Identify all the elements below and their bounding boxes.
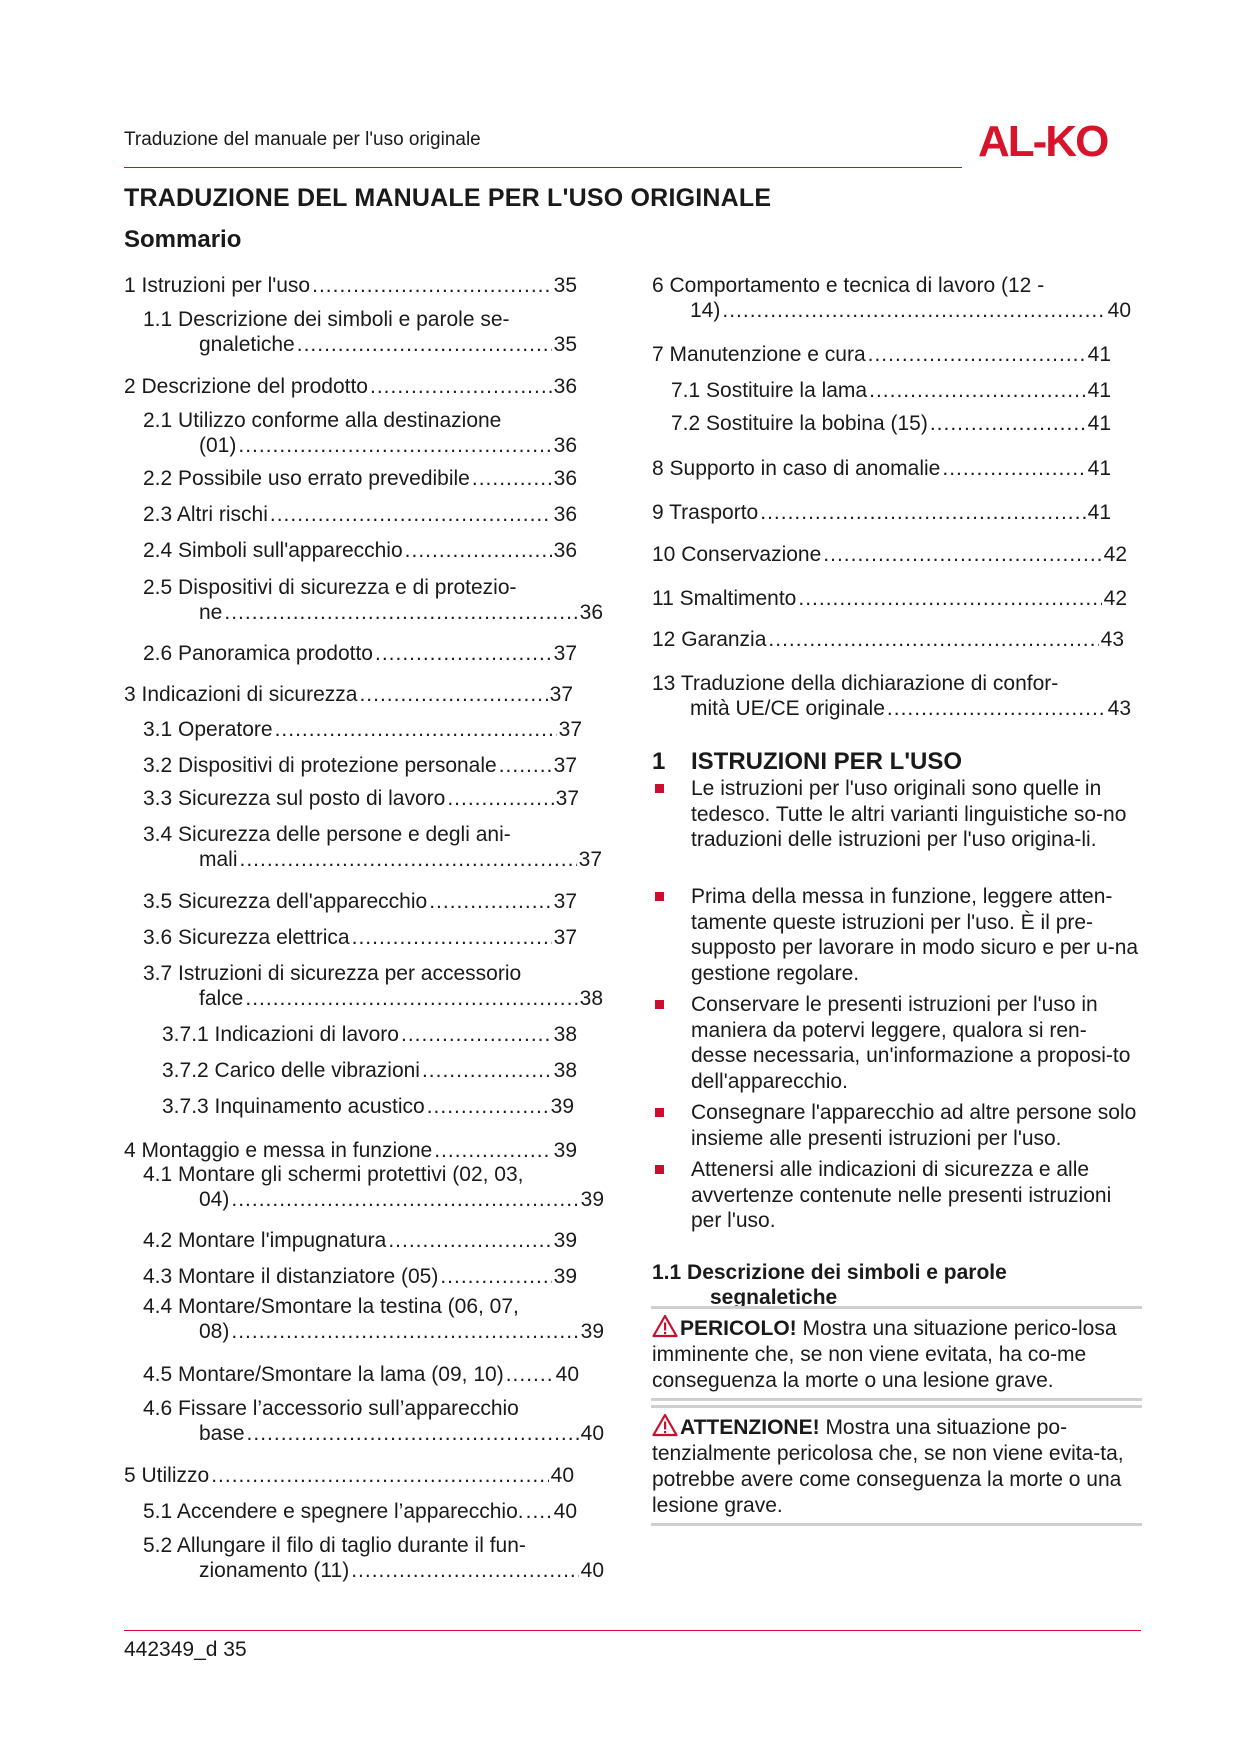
toc-page-number: 39 xyxy=(553,1265,577,1288)
toc-page-number: 40 xyxy=(580,1559,604,1582)
toc-leader-dots xyxy=(440,1264,551,1289)
toc-page-number: 37 xyxy=(553,642,577,665)
toc-page-number: 39 xyxy=(550,1095,574,1118)
toc-entry[interactable] xyxy=(143,1264,577,1289)
toc-leader-dots xyxy=(375,641,552,666)
toc-entry[interactable] xyxy=(652,500,1111,525)
toc-entry[interactable] xyxy=(124,273,577,298)
toc-page-number: 36 xyxy=(553,503,577,526)
toc-entry-title: 5.1 Accendere e spegnere l’apparecchio. xyxy=(143,1500,524,1523)
toc-page-number: 39 xyxy=(553,1229,577,1252)
toc-leader-dots xyxy=(401,1022,552,1047)
section-title: ISTRUZIONI PER L'USO xyxy=(691,748,963,775)
bullet-item: Attenersi alle indicazioni di sicurezza e alle avvertenze contenute nelle presenti istruzioni per l'uso. xyxy=(652,1157,1142,1234)
toc-entry-title: 3.7 Istruzioni di sicurezza per accessorio xyxy=(143,962,522,985)
toc-entry[interactable] xyxy=(162,1022,577,1047)
toc-page-number: 41 xyxy=(1087,457,1111,480)
toc-leader-dots xyxy=(869,378,1086,403)
warning-label: ATTENZIONE! xyxy=(680,1416,820,1439)
warning-triangle-icon xyxy=(652,1413,678,1437)
toc-entry-title: 5.2 Allungare il filo di taglio durante il fun- xyxy=(143,1534,526,1557)
toc-page-number: 35 xyxy=(553,333,577,356)
toc-leader-dots xyxy=(798,586,1101,611)
toc-entry-title: 2.4 Simboli sull'apparecchio xyxy=(143,539,403,562)
toc-entry-title: 4.2 Montare l'impugnatura xyxy=(143,1229,387,1252)
toc-leader-dots xyxy=(240,847,577,872)
toc-leader-dots xyxy=(388,1228,551,1253)
toc-leader-dots xyxy=(930,411,1086,436)
toc-entry-title: 10 Conservazione xyxy=(652,543,822,566)
toc-entry-title: 3.7.2 Carico delle vibrazioni xyxy=(162,1059,420,1082)
toc-leader-dots xyxy=(370,374,552,399)
toc-entry[interactable] xyxy=(143,753,577,778)
toc-entry-title-cont: 08) xyxy=(199,1320,230,1343)
toc-page-number: 35 xyxy=(553,274,577,297)
toc-leader-dots xyxy=(211,1463,548,1488)
toc-leader-dots xyxy=(297,332,552,357)
toc-leader-dots xyxy=(351,1558,578,1583)
toc-entry-title: 4.5 Montare/Smontare la lama (09, 10) xyxy=(143,1363,504,1386)
toc-entry-title: 2.1 Utilizzo conforme alla destinazione xyxy=(143,409,502,432)
toc-entry-title-cont: falce xyxy=(199,987,244,1010)
toc-entry[interactable] xyxy=(143,925,577,950)
toc-entry[interactable] xyxy=(143,307,577,357)
toc-page-number: 37 xyxy=(558,718,582,741)
toc-entry-title: 6 Comportamento e tecnica di lavoro (12 - xyxy=(652,274,1045,297)
toc-leader-dots xyxy=(942,456,1085,481)
toc-entry[interactable] xyxy=(652,542,1127,567)
toc-entry[interactable] xyxy=(143,1162,604,1212)
toc-page-number: 37 xyxy=(553,926,577,949)
toc-entry[interactable] xyxy=(143,408,577,458)
toc-entry-title: 3.2 Dispositivi di protezione personale xyxy=(143,754,497,777)
toc-leader-dots xyxy=(224,600,577,625)
toc-entry[interactable] xyxy=(143,889,577,914)
toc-page-number: 42 xyxy=(1103,587,1127,610)
toc-entry-title: 3.4 Sicurezza delle persone e degli ani- xyxy=(143,823,511,846)
bullet-square xyxy=(655,784,664,793)
toc-entry[interactable] xyxy=(143,1362,579,1387)
toc-leader-dots xyxy=(447,786,553,811)
toc-page-number: 39 xyxy=(580,1188,604,1211)
toc-entry-title: 4.3 Montare il distanziatore (05) xyxy=(143,1265,439,1288)
toc-page-number: 37 xyxy=(553,890,577,913)
toc-entry[interactable] xyxy=(143,575,603,625)
toc-leader-dots xyxy=(245,986,577,1011)
toc-entry[interactable] xyxy=(143,502,577,527)
toc-entry-title: 12 Garanzia xyxy=(652,628,767,651)
toc-entry[interactable] xyxy=(143,466,577,491)
toc-entry[interactable] xyxy=(162,1094,574,1119)
toc-entry[interactable] xyxy=(652,627,1124,652)
toc-page-number: 42 xyxy=(1103,543,1127,566)
toc-page-number: 39 xyxy=(580,1320,604,1343)
toc-entry-title: 1 Istruzioni per l'uso xyxy=(124,274,311,297)
toc-leader-dots xyxy=(359,682,547,707)
toc-entry-title: 2.3 Altri rischi xyxy=(143,503,268,526)
logo-text: AL-KO xyxy=(978,117,1108,164)
toc-entry[interactable] xyxy=(652,273,1131,323)
toc-page-number: 40 xyxy=(550,1464,574,1487)
bullet-square xyxy=(655,1108,664,1117)
toc-entry[interactable] xyxy=(143,1294,604,1344)
toc-page-number: 39 xyxy=(553,1139,577,1162)
toc-entry[interactable] xyxy=(143,641,577,666)
toc-entry[interactable] xyxy=(143,1396,604,1446)
toc-page-number: 40 xyxy=(580,1422,604,1445)
toc-page-number: 41 xyxy=(1087,501,1111,524)
warning-notice xyxy=(651,1405,1142,1526)
bullet-square xyxy=(655,1000,664,1009)
toc-entry-title: 3.7.1 Indicazioni di lavoro xyxy=(162,1023,399,1046)
toc-page-number: 40 xyxy=(553,1500,577,1523)
toc-entry[interactable] xyxy=(143,538,577,563)
toc-leader-dots xyxy=(506,1362,554,1387)
toc-entry-title-cont: 04) xyxy=(199,1188,230,1211)
toc-entry-title: 3 Indicazioni di sicurezza xyxy=(124,683,358,706)
toc-entry-title-cont: (01) xyxy=(199,434,237,457)
toc-entry[interactable] xyxy=(652,671,1131,721)
toc-leader-dots xyxy=(434,1138,551,1163)
toc-entry[interactable] xyxy=(143,1228,577,1253)
toc-leader-dots xyxy=(887,696,1106,721)
toc-page-number: 37 xyxy=(555,787,579,810)
toc-entry-title: 5 Utilizzo xyxy=(124,1464,210,1487)
toc-leader-dots xyxy=(472,466,552,491)
toc-entry-title: 4 Montaggio e messa in funzione xyxy=(124,1139,433,1162)
toc-leader-dots xyxy=(526,1499,552,1524)
toc-entry[interactable] xyxy=(652,456,1111,481)
bullet-square xyxy=(655,1165,664,1174)
toc-leader-dots xyxy=(275,717,557,742)
toc-entry-title-cont: 14) xyxy=(690,299,721,322)
toc-entry[interactable] xyxy=(143,1499,577,1524)
toc-page-number: 37 xyxy=(578,848,602,871)
toc-leader-dots xyxy=(405,538,552,563)
toc-entry-title: 2.2 Possibile uso errato prevedibile xyxy=(143,467,470,490)
toc-entry[interactable] xyxy=(143,786,579,811)
toc-entry[interactable] xyxy=(124,682,573,707)
toc-entry-title: 3.3 Sicurezza sul posto di lavoro xyxy=(143,787,446,810)
toc-page-number: 41 xyxy=(1087,379,1111,402)
toc-entry-title: 9 Trasporto xyxy=(652,501,759,524)
toc-entry[interactable] xyxy=(652,342,1111,367)
toc-entry-title: 4.6 Fissare l’accessorio sull’apparecchio xyxy=(143,1397,519,1420)
toc-entry-title: 3.7.3 Inquinamento acustico xyxy=(162,1095,425,1118)
bullet-item: Consegnare l'apparecchio ad altre persone solo insieme alle presenti istruzioni per l'uso. xyxy=(652,1100,1142,1151)
toc-entry-title: 7 Manutenzione e cura xyxy=(652,343,866,366)
running-header: Traduzione del manuale per l'uso originale xyxy=(124,129,481,150)
toc-entry[interactable] xyxy=(652,586,1127,611)
toc-leader-dots xyxy=(823,542,1101,567)
toc-entry-title: 3.6 Sicurezza elettrica xyxy=(143,926,350,949)
toc-page-number: 38 xyxy=(553,1059,577,1082)
danger-notice xyxy=(651,1306,1142,1401)
danger-label: PERICOLO! xyxy=(680,1317,797,1340)
toc-leader-dots xyxy=(768,627,1098,652)
toc-leader-dots xyxy=(499,753,552,778)
toc-leader-dots xyxy=(247,1421,579,1446)
toc-leader-dots xyxy=(352,925,552,950)
toc-page-number: 38 xyxy=(553,1023,577,1046)
toc-entry-title: 13 Traduzione della dichiarazione di confor- xyxy=(652,672,1059,695)
toc-page-number: 36 xyxy=(553,434,577,457)
toc-entry[interactable] xyxy=(124,1463,574,1488)
toc-entry-title-cont: mali xyxy=(199,848,238,871)
toc-entry-title-cont: zionamento (11) xyxy=(199,1559,350,1582)
subsection-heading: 1.1 Descrizione dei simboli e parole segnaletiche xyxy=(652,1261,1007,1309)
toc-page-number: 37 xyxy=(549,683,573,706)
toc-entry-title: 7.2 Sostituire la bobina (15) xyxy=(671,412,928,435)
toc-entry-title: 7.1 Sostituire la lama xyxy=(671,379,868,402)
toc-leader-dots xyxy=(427,1094,549,1119)
toc-entry[interactable] xyxy=(671,411,1111,436)
toc-entry-title: 3.5 Sicurezza dell'apparecchio xyxy=(143,890,428,913)
toc-entry-title: 8 Supporto in caso di anomalie xyxy=(652,457,941,480)
toc-entry-title: 1.1 Descrizione dei simboli e parole se- xyxy=(143,308,510,331)
toc-leader-dots xyxy=(238,433,551,458)
footer-rule xyxy=(124,1630,1141,1631)
alko-logo xyxy=(978,116,1138,164)
toc-page-number: 36 xyxy=(553,539,577,562)
toc-entry-title-cont: gnaletiche xyxy=(199,333,295,356)
toc-entry-title: 2 Descrizione del prodotto xyxy=(124,375,368,398)
warning-text: Mostra una situazione po-tenzialmente pericolosa che, se non viene evita-ta, potrebbe avere come conseguenza la morte o una lesione grave. xyxy=(652,1416,1124,1517)
toc-entry-title: 11 Smaltimento xyxy=(652,587,797,610)
toc-entry-title: 4.4 Montare/Smontare la testina (06, 07, xyxy=(143,1295,519,1318)
toc-entry[interactable] xyxy=(143,1533,604,1583)
toc-entry-title-cont: mità UE/CE originale xyxy=(690,697,885,720)
toc-page-number: 43 xyxy=(1100,628,1124,651)
toc-entry-title: 3.1 Operatore xyxy=(143,718,273,741)
toc-entry[interactable] xyxy=(143,717,582,742)
section-number: 1 xyxy=(652,748,666,775)
footer-code: 442349_d 35 xyxy=(124,1638,247,1661)
toc-leader-dots xyxy=(760,500,1085,525)
toc-entry[interactable] xyxy=(143,961,603,1011)
bullet-item: Conservare le presenti istruzioni per l'uso in maniera da potervi leggere, qualora si ren-desse necessaria, un'informazione a proposi-to dell'apparecchio. xyxy=(652,992,1142,1094)
toc-page-number: 40 xyxy=(1107,299,1131,322)
toc-page-number: 36 xyxy=(553,375,577,398)
toc-leader-dots xyxy=(429,889,551,914)
toc-page-number: 38 xyxy=(579,987,603,1010)
header-rule xyxy=(124,167,962,168)
toc-entry[interactable] xyxy=(162,1058,577,1083)
toc-leader-dots xyxy=(722,298,1105,323)
document-title: TRADUZIONE DEL MANUALE PER L'USO ORIGINALE xyxy=(124,184,772,212)
toc-page-number: 36 xyxy=(553,467,577,490)
toc-leader-dots xyxy=(312,273,552,298)
toc-page-number: 37 xyxy=(553,754,577,777)
bullet-item: Prima della messa in funzione, leggere atten-tamente queste istruzioni per l'uso. È il pre-supposto per lavorare in modo sicuro e per u-na gestione regolare. xyxy=(652,884,1142,986)
toc-entry[interactable] xyxy=(143,822,602,872)
section-1-heading xyxy=(652,748,962,776)
warning-triangle-icon xyxy=(652,1314,678,1338)
toc-entry-title: 2.6 Panoramica prodotto xyxy=(143,642,373,665)
toc-entry[interactable] xyxy=(124,374,577,399)
toc-entry[interactable] xyxy=(671,378,1111,403)
toc-entry-title-cont: ne xyxy=(199,601,223,624)
toc-leader-dots xyxy=(231,1319,578,1344)
toc-heading: Sommario xyxy=(124,226,242,253)
toc-page-number: 40 xyxy=(555,1363,579,1386)
bullet-square xyxy=(655,892,664,901)
toc-entry-title: 4.1 Montare gli schermi protettivi (02, 03, xyxy=(143,1163,524,1186)
toc-page-number: 36 xyxy=(579,601,603,624)
toc-leader-dots xyxy=(231,1187,578,1212)
toc-entry-title-cont: base xyxy=(199,1422,245,1445)
toc-page-number: 43 xyxy=(1107,697,1131,720)
toc-entry[interactable] xyxy=(124,1138,577,1163)
toc-leader-dots xyxy=(422,1058,552,1083)
toc-page-number: 41 xyxy=(1087,343,1111,366)
toc-entry-title: 2.5 Dispositivi di sicurezza e di protezio- xyxy=(143,576,517,599)
toc-leader-dots xyxy=(270,502,552,527)
danger-text: Mostra una situazione perico-losa imminente che, se non viene evitata, ha co-me conseguenza la morte o una lesione grave. xyxy=(652,1317,1117,1392)
toc-leader-dots xyxy=(868,342,1086,367)
bullet-item: Le istruzioni per l'uso originali sono quelle in tedesco. Tutte le altri varianti linguistiche so-no traduzioni delle istruzioni per l'uso origina-li. xyxy=(652,776,1142,853)
toc-page-number: 41 xyxy=(1087,412,1111,435)
